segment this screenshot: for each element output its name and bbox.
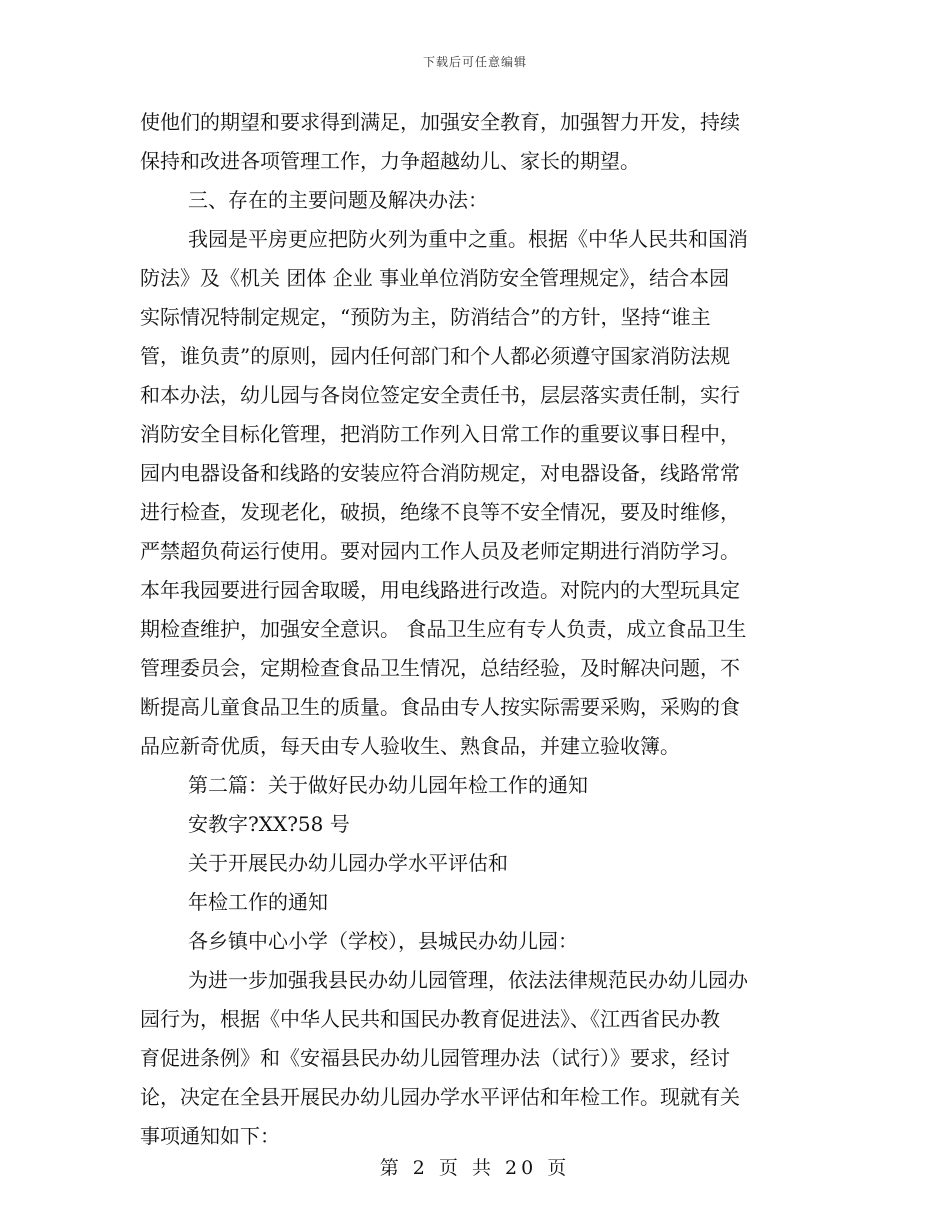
text-line: 事项通知如下： [140, 1124, 280, 1148]
addressee-line: 各乡镇中心小学（学校），县城民办幼儿园： [188, 929, 578, 953]
text-line: 管理委员会，定期检查食品卫生情况，总结经验，及时解决问题，不 [140, 656, 740, 680]
notice-title-line: 关于开展民办幼儿园办学水平评估和 [188, 851, 508, 875]
text-line: 论，决定在全县开展民办幼儿园办学水平评估和年检工作。现就有关 [140, 1085, 740, 1109]
text-line: 进行检查，发现老化，破损，绝缘不良等不安全情况，要及时维修， [140, 500, 740, 524]
section-heading: 三、存在的主要问题及解决办法： [188, 188, 488, 212]
document-number: 安教字?XX?58 号 [188, 812, 350, 836]
text-line: 品应新奇优质，每天由专人验收生、熟食品，并建立验收簿。 [140, 734, 680, 758]
document-body [140, 103, 815, 1156]
text-line: 管，谁负责”的原则，园内任何部门和个人都必须遵守国家消防法规 [140, 344, 731, 368]
text-line: 防法》及《机关 团体 企业 事业单位消防安全管理规定》，结合本园 [140, 266, 730, 290]
text-line: 为进一步加强我县民办幼儿园管理，依法法律规范民办幼儿园办 [188, 968, 748, 992]
notice-title-line: 年检工作的通知 [188, 890, 328, 914]
text-line: 园内电器设备和线路的安装应符合消防规定，对电器设备，线路常常 [140, 461, 740, 485]
text-line: 实际情况特制定规定，“预防为主，防消结合”的方针，坚持“谁主 [140, 305, 711, 329]
text-line: 保持和改进各项管理工作，力争超越幼儿、家长的期望。 [140, 149, 640, 173]
chapter-title: 第二篇：关于做好民办幼儿园年检工作的通知 [188, 773, 588, 797]
text-line: 园行为，根据《中华人民共和国民办教育促进法》、《江西省民办教 [140, 1007, 720, 1031]
page-footer: 第 2 页 共 20 页 [379, 1157, 571, 1179]
text-line: 消防安全目标化管理，把消防工作列入日常工作的重要议事日程中， [140, 422, 740, 446]
page-header: 下载后可任意编辑 [422, 55, 527, 69]
text-line: 本年我园要进行园舍取暖，用电线路进行改造。对院内的大型玩具定 [140, 578, 740, 602]
text-line: 育促进条例》和《安福县民办幼儿园管理办法（试行）》要求，经讨 [140, 1046, 730, 1070]
text-line: 我园是平房更应把防火列为重中之重。根据《中华人民共和国消 [188, 227, 748, 251]
text-line: 使他们的期望和要求得到满足，加强安全教育，加强智力开发，持续 [140, 110, 740, 134]
text-line: 断提高儿童食品卫生的质量。食品由专人按实际需要采购，采购的食 [140, 695, 740, 719]
text-line: 和本办法，幼儿园与各岗位签定安全责任书，层层落实责任制，实行 [140, 383, 740, 407]
text-line: 严禁超负荷运行使用。要对园内工作人员及老师定期进行消防学习。 [140, 539, 740, 563]
text-line: 期检查维护，加强安全意识。 食品卫生应有专人负责，成立食品卫生 [140, 617, 747, 641]
